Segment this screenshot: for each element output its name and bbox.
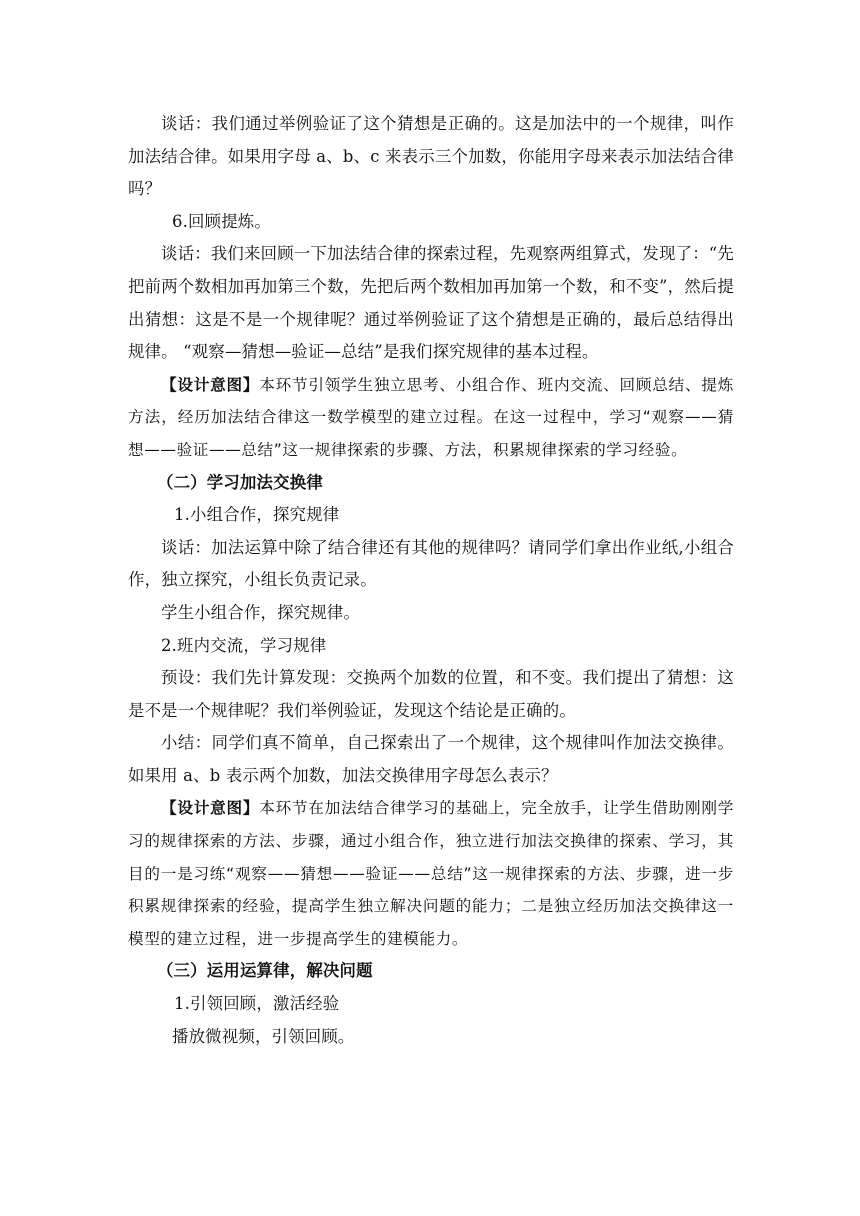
design-intent-text: 本环节引领学生独立思考、小组合作、班内交流、回顾总结、提炼方法，经历加法结合律这一数学模型的建立过程。在这一过程中，学习“观察——猜想——验证——总结”这一规律探索的步骤、方法，积累规律探索的学习经验。 — [128, 375, 734, 459]
paragraph-play-video: 播放微视频，引领回顾。 — [172, 1026, 355, 1046]
document-body — [128, 108, 734, 1053]
paragraph-talk-review-process: 谈话：我们来回顾一下加法结合律的探索过程，先观察两组算式，发现了：“先把前两个数相加再加第三个数，先把后两个数相加再加第一个数，和不变”，然后提出猜想：这是不是一个规律呢？通过举例验证了这个猜想是正确的，最后总结得出规律。 “观察—猜想—验证—总结”是我们探究规律的基本过程。 — [128, 244, 734, 362]
design-intent-text: 本环节在加法结合律学习的基础上，完全放手，让学生借助刚刚学习的规律探索的方法、步骤，通过小组合作，独立进行加法交换律的探索、学习，其目的一是习练“观察——猜想——验证——总结”这一规律探索的方法、步骤，进一步积累规律探索的经验，提高学生独立解决问题的能力；二是独立经历加法交换律这一模型的建立过程，进一步提高学生的建模能力。 — [128, 799, 734, 948]
paragraph-talk-associative-law: 谈话：我们通过举例验证了这个猜想是正确的。这是加法中的一个规律，叫作加法结合律。如果用字母 a、b、c 来表示三个加数，你能用字母来表示加法结合律吗？ — [128, 114, 734, 199]
list-item-group-explore: 1.小组合作，探究规律 — [174, 505, 340, 525]
paragraph-summary: 小结：同学们真不简单，自己探索出了一个规律，这个规律叫作加法交换律。如果用 a、b 表示两个加数，加法交换律用字母怎么表示？ — [128, 733, 734, 785]
section-heading-commutative-law: （二）学习加法交换律 — [157, 472, 323, 492]
design-intent-tag: 【设计意图】 — [161, 799, 260, 818]
design-intent-paragraph — [128, 792, 734, 955]
paragraph-talk-other-laws: 谈话：加法运算中除了结合律还有其他的规律吗？请同学们拿出作业纸,小组合作，独立探究，小组长负责记录。 — [128, 537, 734, 590]
paragraph-preset: 预设：我们先计算发现：交换两个加数的位置，和不变。我们提出了猜想：这是不是一个规律呢？我们举例验证，发现这个结论是正确的。 — [128, 668, 734, 720]
list-item-recall-experience: 1.引领回顾，激活经验 — [174, 994, 340, 1014]
list-item-review: 6.回顾提炼。 — [172, 211, 271, 231]
design-intent-paragraph — [128, 369, 734, 467]
paragraph-student-activity: 学生小组合作，探究规律。 — [161, 602, 361, 622]
section-heading-apply-laws: （三）运用运算律，解决问题 — [157, 961, 373, 981]
design-intent-tag: 【设计意图】 — [161, 375, 260, 394]
list-item-class-exchange: 2.班内交流，学习规律 — [161, 635, 327, 655]
